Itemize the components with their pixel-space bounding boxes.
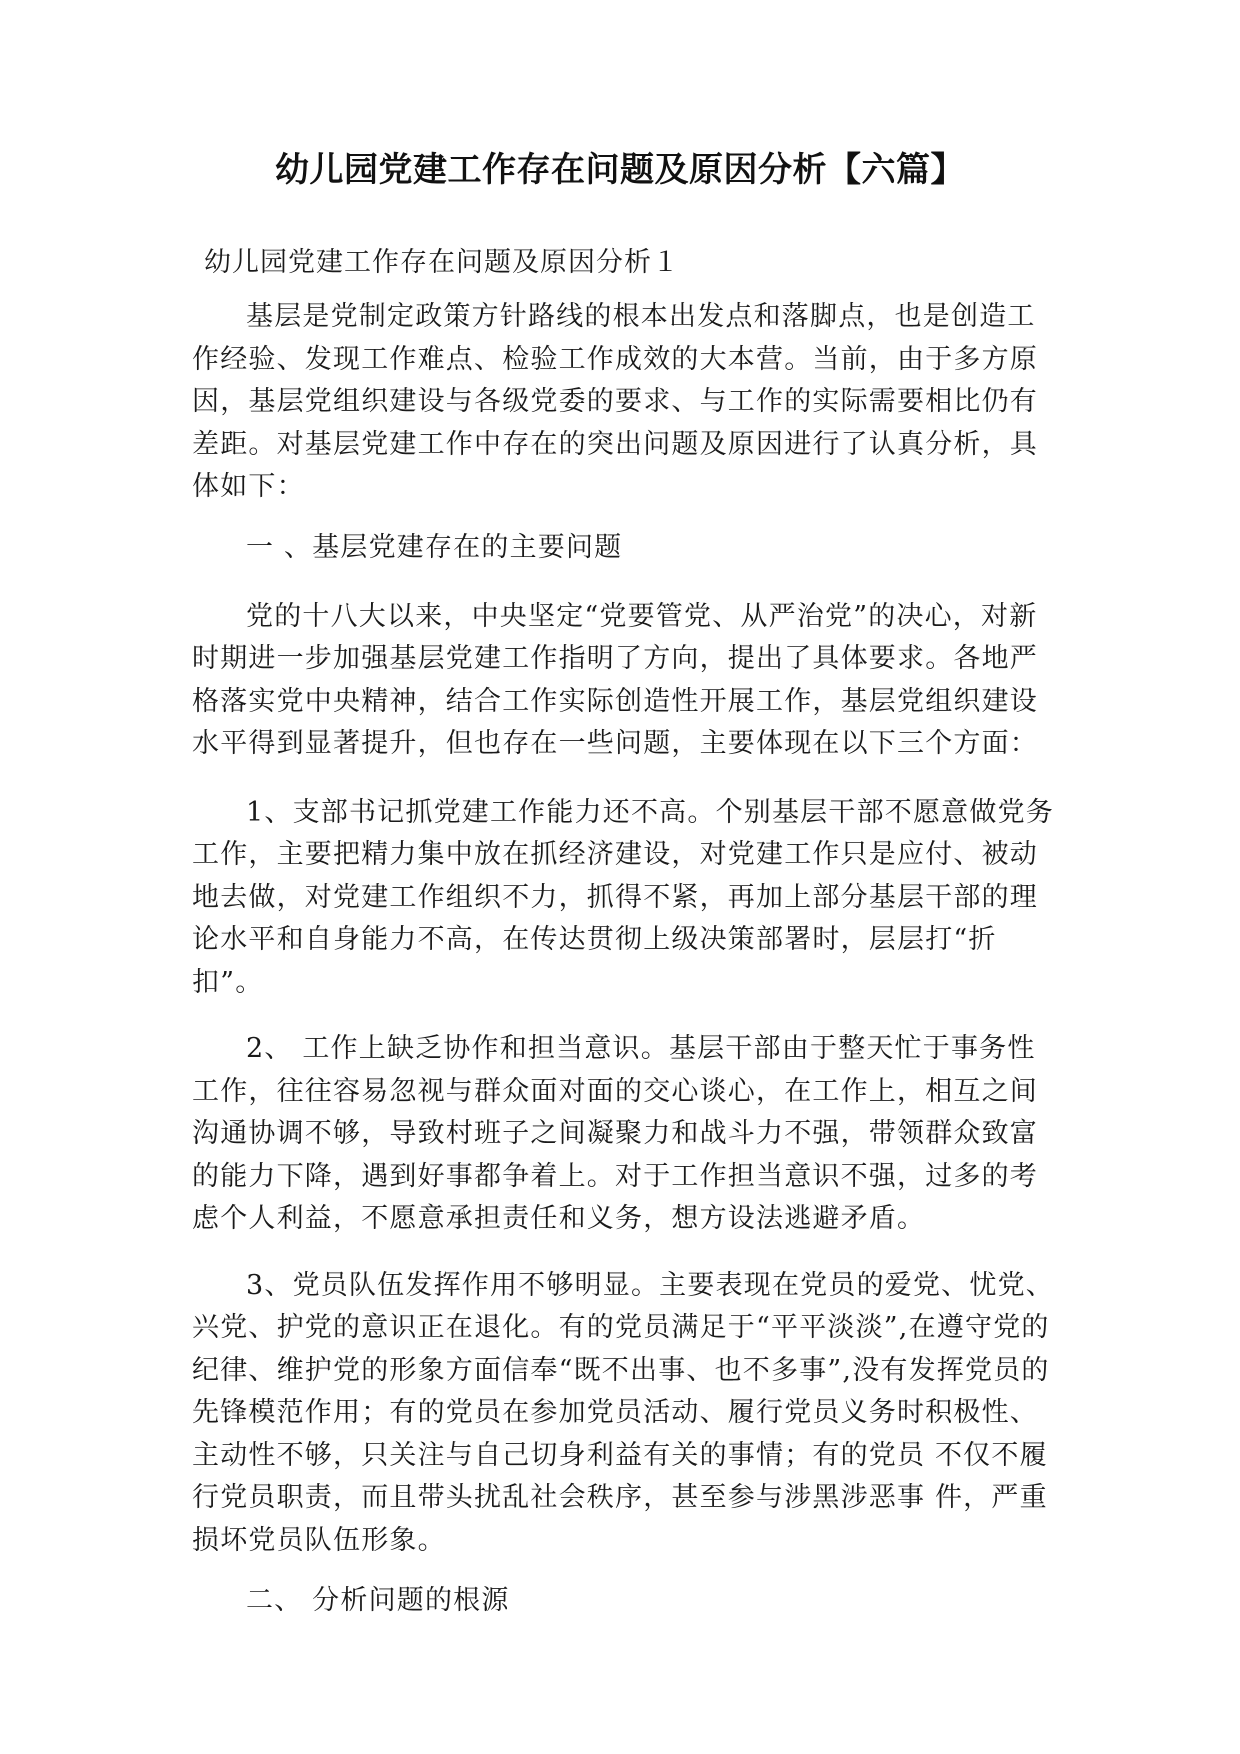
heading-root-causes: 二、 分析问题的根源 [246,1585,510,1616]
intro-paragraph: 基层是党制定政策方针路线的根本出发点和落脚点，也是创造工作经验、发现工作难点、检验工作成效的大本营。当前，由于多方原因，基层党组织建设与各级党委的要求、与工作的实际需要相比仍有差距。对基层党建工作中存在的突出问题及原因进行了认真分析，具体如下： [192,301,1038,502]
document-title: 幼儿园党建工作存在问题及原因分析【六篇】 [275,150,965,190]
problem-item-2: 2、 工作上缺乏协作和担当意识。基层干部由于整天忙于事务性 工作，往往容易忽视与群众面对面的交心谈心，在工作上，相互之间 沟通协调不够，导致村班子之间凝聚力和战斗力不强，带领群众致富 的能力下降，遇到好事都争着上。对于工作担当意识不强，过多的考 虑个人利益，不愿意承担责任和义务，想方设法逃避矛盾。 [192,1033,1038,1234]
problem-item-1: 1、支部书记抓党建工作能力还不高。个别基层干部不愿意做党务工作，主要把精力集中放在抓经济建设，对党建工作只是应付、被动地去做，对党建工作组织不力，抓得不紧，再加上部分基层干部的理论水平和自身能力不高，在传达贯彻上级决策部署时，层层打“折扣”。 [192,796,1054,998]
document-body [192,240,1054,1649]
section-subtitle: 幼儿园党建工作存在问题及原因分析１ [204,247,680,278]
heading-main-problems: 一 、基层党建存在的主要问题 [246,531,623,563]
section-one-paragraph: 党的十八大以来，中央坚定“党要管党、从严治党”的决心，对新时期进一步加强基层党建工作指明了方向，提出了具体要求。各地严格落实党中央精神，结合工作实际创造性开展工作，基层党组织建设水平得到显著提升，但也存在一些问题，主要体现在以下三个方面： [192,600,1038,759]
problem-item-3: 3、党员队伍发挥作用不够明显。主要表现在党员的爱党、忧党、兴党、护党的意识正在退化。有的党员满足于“平平淡淡”,在遵守党的纪律、维护党的形象方面信奉“既不出事、也不多事”,没有发挥党员的先锋模范作用；有的党员在参加党员活动、履行党员义务时积极性、主动性不够，只关注与自己切身利益有关的事情；有的党员 不仅不履行党员职责，而且带头扰乱社会秩序，甚至参与涉黑涉恶事 件，严重损坏党员队伍形象。 [192,1269,1054,1556]
